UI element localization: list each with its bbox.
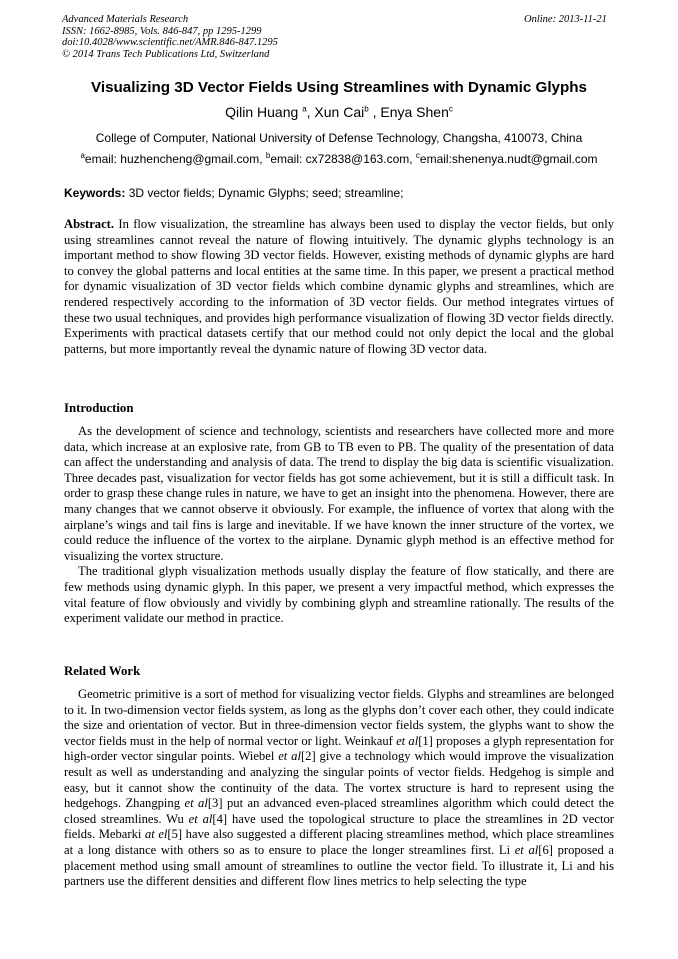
related-text-3: [2] give a technology which would improve the visualization result as well as understanding and analyzing the singular points of vector fields. Hedgehog is simple and easy, but it cannot show the continuity of the data. The vortex structure is hard to represent using the hedgehogs. Zhangping <box>64 749 614 811</box>
email-3-mark: c <box>415 151 420 160</box>
journal-copyright: © 2014 Trans Tech Publications Ltd, Switzerland <box>62 48 270 60</box>
related-work-body <box>64 687 614 890</box>
keywords-label: Keywords: <box>64 186 126 200</box>
journal-header <box>62 14 278 60</box>
citation-etal-1: et al <box>396 733 419 748</box>
email-3: email:shenenya.nudt@gmail.com <box>419 152 598 166</box>
email-list <box>0 152 678 166</box>
related-text-5: [4] have used the topological structure to place the streamlines in 2D vector fields. Mebarki <box>64 811 614 842</box>
email-2: email: cx72838@163.com, <box>270 152 416 166</box>
author-list <box>0 104 678 120</box>
abstract <box>64 217 614 357</box>
related-work-heading: Related Work <box>64 664 141 678</box>
author-1: Qilin Huang <box>225 104 303 120</box>
related-text-1: Geometric primitive is a sort of method for visualizing vector fields. Glyphs and streamlines are belonged to it. In two-dimension vector fields system, as long as the glyphs don’t cover each other, they could indicate the size and orientation of vector. But in three-dimension vector fields system, the glyphs want to show the vector fields must in the help of normal vector or light. Weinkauf <box>64 687 614 748</box>
author-3: , Enya Shen <box>368 104 449 120</box>
author-3-mark: c <box>448 104 453 114</box>
introduction-paragraph-2: The traditional glyph visualization methods usually display the feature of flow statically, and there are few methods using dynamic glyph. In this paper, we present a very impactful method, which expresses the vital feature of flow obviously and vividly by combining glyph and streamline rationally. The results of the experiment validate our method in practice. <box>64 564 614 626</box>
email-1-mark: a <box>80 151 85 160</box>
keywords-text: 3D vector fields; Dynamic Glyphs; seed; streamline; <box>125 186 404 200</box>
related-text-2: [1] proposes a glyph representation for high-order vector singular points. Wiebel <box>64 733 614 764</box>
journal-doi: doi:10.4028/www.scientific.net/AMR.846-847.1295 <box>62 37 278 48</box>
citation-etal-6: et al <box>514 842 539 857</box>
introduction-body <box>64 424 614 627</box>
citation-etal-4: et al <box>188 811 213 826</box>
email-2-mark: b <box>265 151 271 160</box>
author-2-mark: b <box>364 104 369 114</box>
citation-etal-5: at el <box>144 827 168 842</box>
keywords <box>64 186 403 200</box>
journal-issn: ISSN: 1662-8985, Vols. 846-847, pp 1295-1299 <box>62 25 262 37</box>
abstract-text: In flow visualization, the streamline has always been used to display the vector fields, but only using streamlines cannot reveal the nature of flowing intuitively. The dynamic glyphs technology is an important method to show flowing 3D vector fields. However, existing methods of dynamic glyphs are hard to convey the global patterns and local entities at the same time. In this paper, we present a practical method for dynamic visualization of 3D vector fields which combine dynamic glyphs and streamlines, which are rendered respectively according to the information of 3D vector fields. Our method integrates virtues of these two usual techniques, and provides high performance visualization of flowing 3D vector fields directly. Experiments with practical datasets certify that our method could not only depict the local and the global patterns, but more importantly reveal the dynamic nature of flowing 3D vector data. <box>64 217 614 356</box>
journal-name: Advanced Materials Research <box>62 14 189 25</box>
citation-etal-2: et al <box>278 749 301 764</box>
paper-title: Visualizing 3D Vector Fields Using Streamlines with Dynamic Glyphs <box>91 79 587 96</box>
related-text-4: [3] put an advanced even-placed streamlines algorithm which could detect the closed streamlines. Wu <box>64 796 614 826</box>
citation-etal-3: et al <box>184 796 208 811</box>
introduction-heading: Introduction <box>64 401 134 415</box>
related-work-paragraph <box>64 687 614 890</box>
email-1: email: huzhencheng@gmail.com, <box>84 152 266 166</box>
related-text-7: [6] proposed a placement method using small amount of streamlines to outline the vector field. To illustrate it, Li and his partners use the different densities and different flow lines metrics to help selecting the type <box>64 842 614 889</box>
introduction-paragraph-1: As the development of science and technology, scientists and researchers have collected more and more data, which increase at an explosive rate, from GB to TB even to PB. The quality of the presentation of data can affect the understanding and analysis of data. The trend to display the big data is scientific visualization. Three decades past, visualization for vector fields has got some achievement, but it is still a difficult task. In order to grasp these change rules in nature, we have to get an insight into the phenomena. However, there are many changes that we cannot observe it obviously. For example, the influence of vortex that along with the airplane’s wings and tail fins is large and inevitable. If we have known the inner structure of the vortex, we could reduce the influence of the vortex to the airplane. Dynamic glyph method is an effective method for visualizing the vortex structure. <box>64 424 614 563</box>
author-2: , Xun Cai <box>306 104 365 120</box>
online-date: Online: 2013-11-21 <box>524 14 607 25</box>
author-1-mark: a <box>302 104 307 114</box>
related-text-6: [5] have also suggested a different placing streamlines method, which place streamlines at a long distance with others so as to ensure to place the longer streamlines first. Li <box>64 827 614 857</box>
affiliation: College of Computer, National University of Defense Technology, Changsha, 410073, China <box>95 131 583 145</box>
abstract-label: Abstract. <box>64 217 115 231</box>
